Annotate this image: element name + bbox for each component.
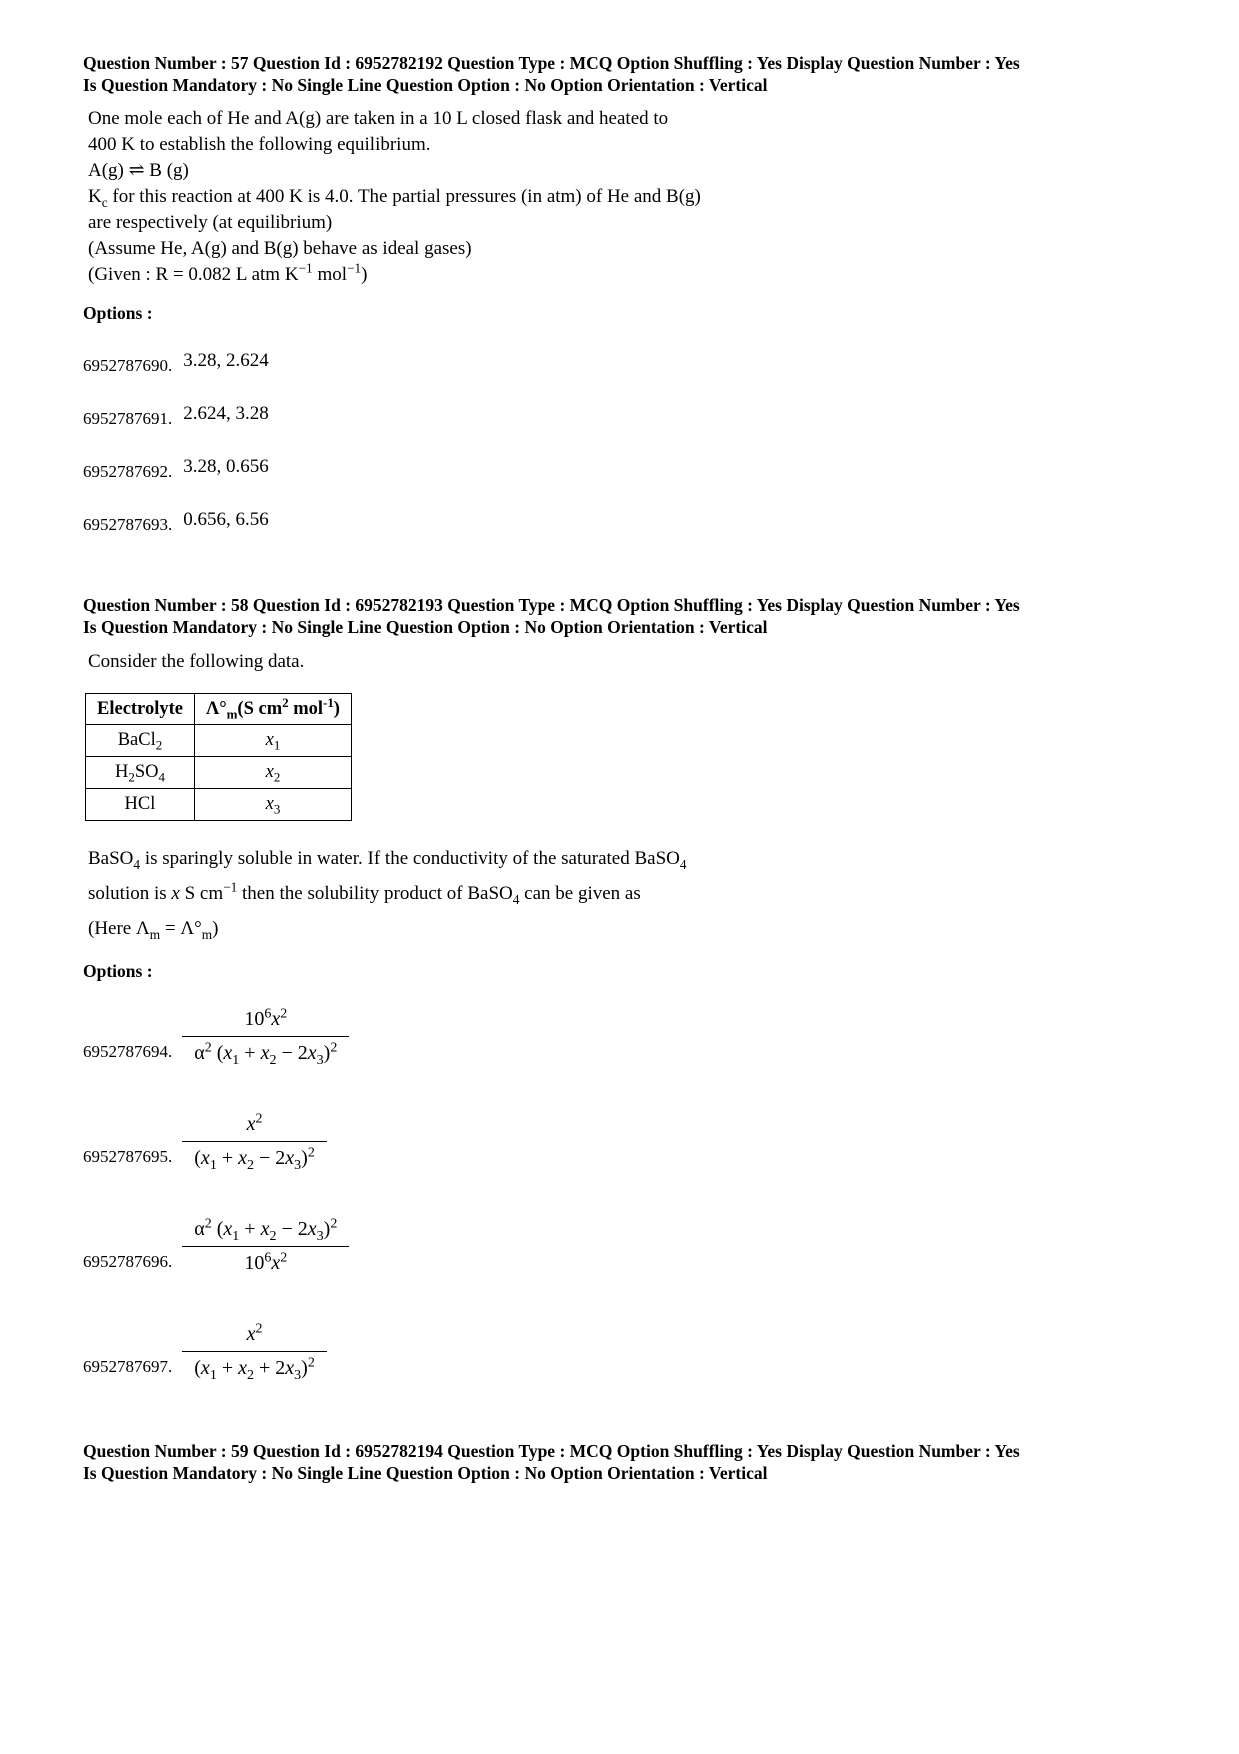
equilibrium-equation: A(g) ⇌ B (g) (88, 159, 189, 181)
option-text: 2.624, 3.28 (183, 402, 269, 424)
question-body-line: BaSO$_4$ is sparingly soluble in water. If the conductivity of the saturated BaSO$_4$ (88, 847, 687, 872)
option-row[interactable] (83, 349, 1149, 377)
fraction-denominator: $10^6x^2$ (244, 1250, 288, 1274)
fraction-numerator: $x^2$ (182, 1321, 327, 1352)
fraction-formula (182, 1216, 349, 1277)
fraction-formula (182, 1111, 327, 1172)
option-text: 3.28, 2.624 (183, 349, 269, 371)
question-body-line: solution is x S $cm^{-1}$ then the solubility product of BaSO$_4$ can be given as (88, 879, 641, 907)
option-id: 6952787697. (83, 1356, 173, 1376)
options-heading: Options : (83, 302, 153, 323)
table-header-row (86, 693, 352, 725)
table-row (86, 757, 352, 789)
option-row[interactable] (83, 455, 1149, 483)
fraction-denominator: $(x_1 + x_2 - 2x_3)^2$ (194, 1145, 315, 1173)
fraction-denominator: $\alpha^2$ $(x_1 + x_2 - 2x_3)^2$ (194, 1040, 338, 1068)
table-cell-electrolyte: $H_2SO_4$ (86, 757, 195, 789)
fraction-denominator: $(x_1 + x_2 + 2x_3)^2$ (194, 1355, 315, 1383)
option-id: 6952787694. (83, 1041, 173, 1061)
fraction-formula (182, 1006, 349, 1067)
table-row (86, 725, 352, 757)
question-57-body (83, 106, 1149, 288)
fraction-numerator: $\alpha^2$ $(x_1 + x_2 - 2x_3)^2$ (182, 1216, 349, 1247)
question-intro-line: Consider the following data. (88, 650, 305, 672)
option-id: 6952787691. (83, 408, 173, 428)
option-row[interactable] (83, 1216, 1149, 1277)
option-id: 6952787696. (83, 1251, 173, 1271)
fraction-formula (182, 1321, 327, 1382)
question-paragraph (83, 841, 1149, 946)
option-row[interactable] (83, 1321, 1149, 1382)
question-body-line: One mole each of He and A(g) are taken in a 10 L closed flask and heated to (88, 107, 669, 129)
options-heading: Options : (83, 960, 153, 981)
option-row[interactable] (83, 1006, 1149, 1067)
question-body-line: $K_c$ for this reaction at 400 K is 4.0. The partial pressures (in atm) of He and B(g) (88, 185, 701, 210)
option-id: 6952787695. (83, 1146, 173, 1166)
question-body-line: 400 K to establish the following equilibrium. (88, 133, 431, 155)
option-row[interactable] (83, 508, 1149, 536)
question-58 (83, 594, 1149, 1382)
fraction-numerator: $10^6x^2$ (182, 1006, 349, 1037)
option-id: 6952787692. (83, 461, 173, 481)
question-body-line: (Here $\Lambda_m = \Lambda^\circ_m$) (88, 917, 219, 942)
question-body-line: are respectively (at equilibrium) (88, 211, 333, 233)
electrolyte-table (85, 693, 352, 821)
question-body-line: (Assume He, A(g) and B(g) behave as ideal gases) (88, 237, 472, 259)
question-59-header: Question Number : 59 Question Id : 6952782194 Question Type : MCQ Option Shuffling : Yes Display Question Number : Yes Is Question Mandatory : No Single Line Question Option : No Option Orientation : Vertical (83, 1440, 1020, 1484)
question-59 (83, 1440, 1149, 1485)
option-id: 6952787690. (83, 355, 173, 375)
table-header-cell-electrolyte: Electrolyte (86, 693, 195, 725)
question-57-header: Question Number : 57 Question Id : 6952782192 Question Type : MCQ Option Shuffling : Yes Display Question Number : Yes Is Question Mandatory : No Single Line Question Option : No Option Orientation : Vertical (83, 53, 1020, 96)
option-row[interactable] (83, 402, 1149, 430)
table-cell-value: $x_1$ (194, 725, 351, 757)
table-cell-electrolyte: HCl (86, 789, 195, 821)
question-58-header: Question Number : 58 Question Id : 6952782193 Question Type : MCQ Option Shuffling : Yes Display Question Number : Yes Is Question Mandatory : No Single Line Question Option : No Option Orientation : Vertical (83, 594, 1020, 638)
option-text: 0.656, 6.56 (183, 508, 269, 530)
question-58-body (83, 649, 1149, 946)
table-row (86, 789, 352, 821)
question-57 (83, 52, 1149, 536)
table-cell-electrolyte: BaCl$_2$ (86, 725, 195, 757)
given-data-line: (Given : R = 0.082 L atm $K^{-1}$ mol$^{-1}$) (88, 260, 368, 285)
table-header-cell-molar-conductivity: $\Lambda^\circ_m(S$ $cm^2$ mol$^{-1}$) (194, 693, 351, 725)
table-cell-value: $x_3$ (194, 789, 351, 821)
fraction-numerator: $x^2$ (182, 1111, 327, 1142)
option-id: 6952787693. (83, 514, 173, 534)
option-text: 3.28, 0.656 (183, 455, 269, 477)
option-row[interactable] (83, 1111, 1149, 1172)
table-cell-value: $x_2$ (194, 757, 351, 789)
